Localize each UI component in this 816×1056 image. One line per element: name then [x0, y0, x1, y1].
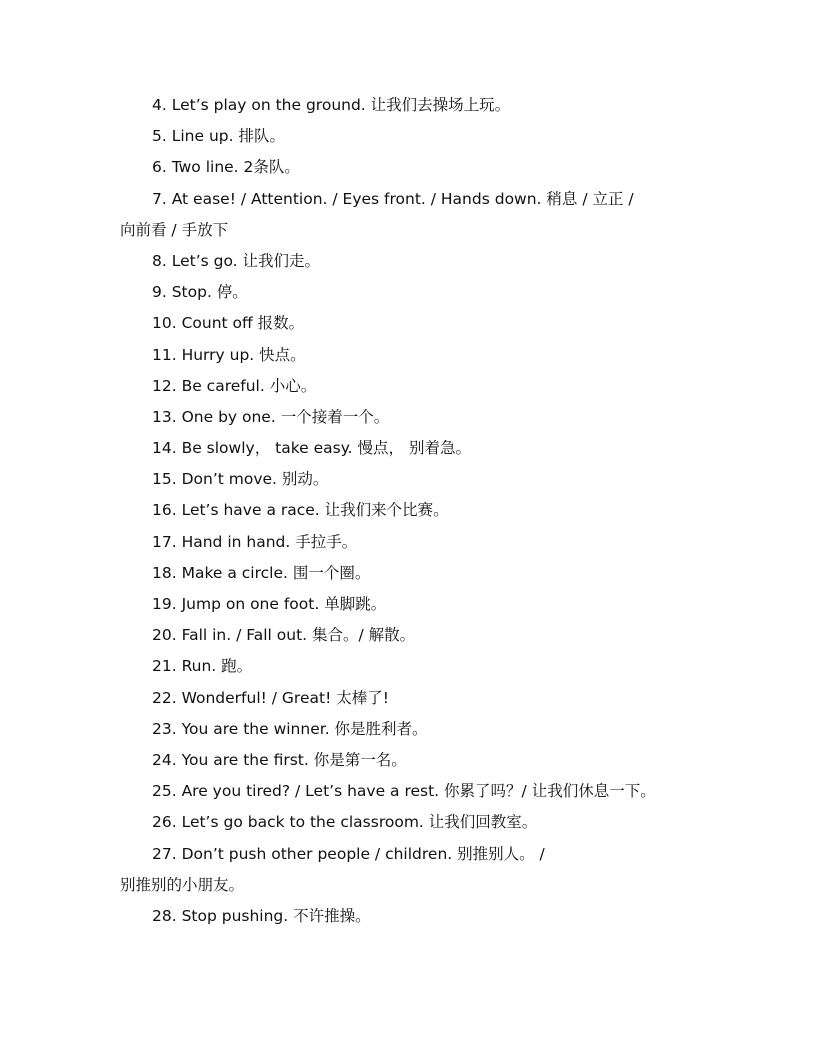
phrase-line-11: 11. Hurry up. 快点。 — [152, 345, 306, 364]
phrase-line-26: 26. Let’s go back to the classroom. 让我们回教室。 — [152, 813, 538, 832]
phrase-list — [120, 90, 700, 932]
phrase-line-28: 28. Stop pushing. 不许推操。 — [152, 906, 371, 925]
phrase-line-9: 9. Stop. 停。 — [152, 283, 248, 302]
phrase-line-13: 13. One by one. 一个接着一个。 — [152, 407, 390, 426]
phrase-line-19: 19. Jump on one foot. 单脚跳。 — [152, 595, 387, 613]
phrase-line-23: 23. You are the winner. 你是胜利者。 — [152, 719, 428, 738]
phrase-line-5: 5. Line up. 排队。 — [152, 127, 285, 146]
phrase-line-6: 6. Two line. 2条队。 — [152, 158, 300, 177]
phrase-line-27: 27. Don’t push other people / children. 别推别人。 / — [152, 844, 545, 863]
phrase-line-17: 17. Hand in hand. 手拉手。 — [152, 532, 358, 551]
phrase-line-18: 18. Make a circle. 围一个圈。 — [152, 563, 371, 582]
phrase-line-24: 24. You are the first. 你是第一名。 — [152, 750, 407, 769]
phrase-line-8: 8. Let’s go. 让我们走。 — [152, 251, 321, 270]
phrase-line-27-continued: 别推别的小朋友。 — [120, 875, 245, 894]
phrase-line-22: 22. Wonderful! / Great! 太棒了! — [152, 688, 389, 707]
phrase-line-16: 16. Let’s have a race. 让我们来个比赛。 — [152, 501, 449, 520]
phrase-line-14: 14. Be slowly， take easy. 慢点， 别着急。 — [152, 439, 471, 458]
phrase-line-7: 7. At ease! / Attention. / Eyes front. / Hands down. 稍息 / 立正 / — [152, 189, 634, 208]
phrase-line-25: 25. Are you tired? / Let’s have a rest. 你累了吗？/ 让我们休息一下。 — [152, 782, 656, 801]
phrase-line-7-continued: 向前看 / 手放下 — [120, 220, 229, 239]
phrase-line-10: 10. Count off 报数。 — [152, 314, 305, 333]
phrase-line-21: 21. Run. 跑。 — [152, 657, 253, 676]
phrase-line-20: 20. Fall in. / Fall out. 集合。/ 解散。 — [152, 626, 416, 645]
phrase-line-12: 12. Be careful. 小心。 — [152, 376, 317, 395]
phrase-line-15: 15. Don’t move. 别动。 — [152, 470, 329, 489]
phrase-line-4: 4. Let’s play on the ground. 让我们去操场上玩。 — [152, 96, 511, 114]
